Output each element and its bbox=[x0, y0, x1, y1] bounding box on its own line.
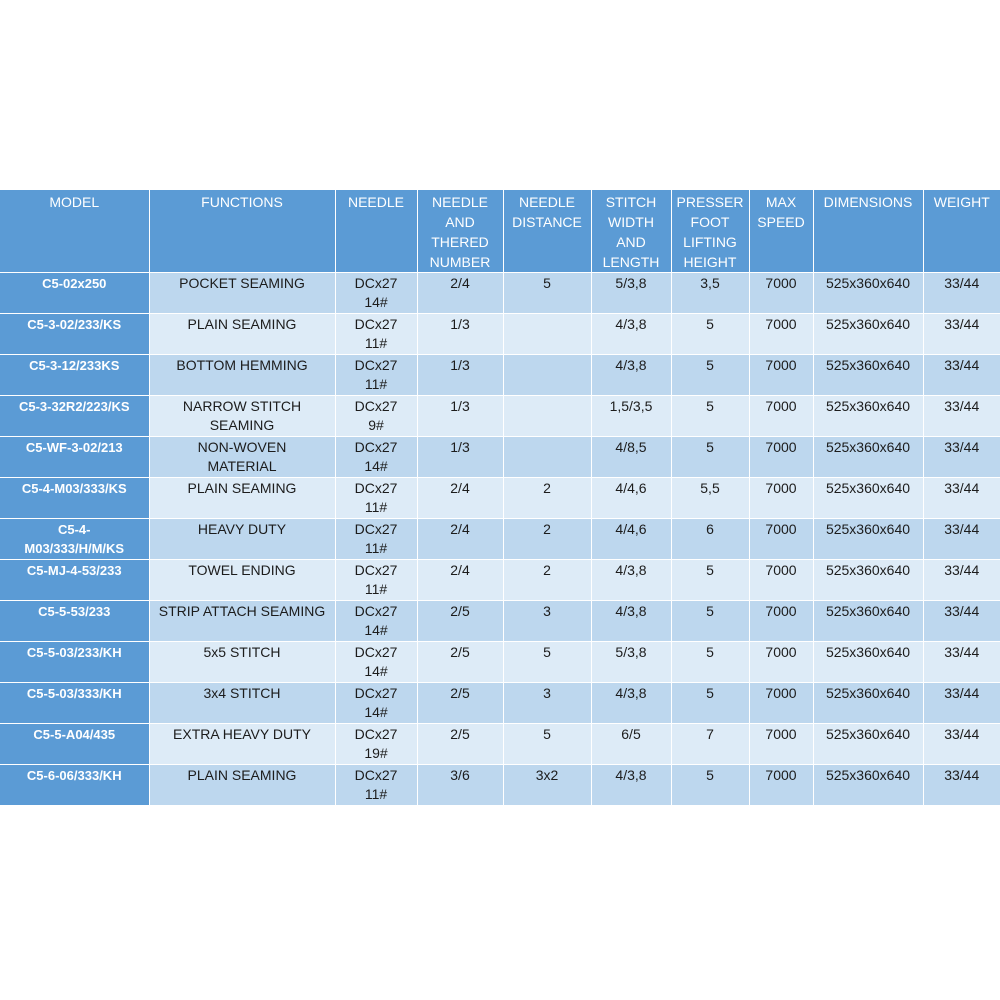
cell-dimensions: 525x360x640 bbox=[813, 683, 923, 724]
cell-needle-and-thread-number: 2/4 bbox=[417, 560, 503, 601]
cell-needle: DCx27 14# bbox=[335, 437, 417, 478]
cell-needle-and-thread-number: 2/5 bbox=[417, 683, 503, 724]
cell-dimensions: 525x360x640 bbox=[813, 478, 923, 519]
table-row bbox=[0, 765, 1000, 806]
cell-model: C5-3-02/233/KS bbox=[0, 314, 149, 355]
cell-needle: DCx27 11# bbox=[335, 765, 417, 806]
cell-presser-foot-lifting-height: 5 bbox=[671, 642, 749, 683]
cell-dimensions: 525x360x640 bbox=[813, 724, 923, 765]
cell-functions: PLAIN SEAMING bbox=[149, 478, 335, 519]
column-header-needle-distance: NEEDLE DISTANCE bbox=[503, 190, 591, 273]
cell-max-speed: 7000 bbox=[749, 355, 813, 396]
cell-model: C5-WF-3-02/213 bbox=[0, 437, 149, 478]
column-header-weight: WEIGHT bbox=[923, 190, 1000, 273]
table-row bbox=[0, 601, 1000, 642]
cell-stitch-width-and-length: 5/3,8 bbox=[591, 273, 671, 314]
cell-functions: EXTRA HEAVY DUTY bbox=[149, 724, 335, 765]
cell-stitch-width-and-length: 4/3,8 bbox=[591, 765, 671, 806]
cell-dimensions: 525x360x640 bbox=[813, 642, 923, 683]
cell-model: C5-3-12/233KS bbox=[0, 355, 149, 396]
cell-dimensions: 525x360x640 bbox=[813, 601, 923, 642]
cell-model: C5-02x250 bbox=[0, 273, 149, 314]
cell-stitch-width-and-length: 6/5 bbox=[591, 724, 671, 765]
cell-presser-foot-lifting-height: 5 bbox=[671, 601, 749, 642]
column-header-needle-and-thread-number: NEEDLE AND THERED NUMBER bbox=[417, 190, 503, 273]
cell-weight: 33/44 bbox=[923, 355, 1000, 396]
cell-needle: DCx27 19# bbox=[335, 724, 417, 765]
cell-model: C5-MJ-4-53/233 bbox=[0, 560, 149, 601]
cell-needle: DCx27 11# bbox=[335, 355, 417, 396]
cell-needle-distance bbox=[503, 396, 591, 437]
cell-presser-foot-lifting-height: 3,5 bbox=[671, 273, 749, 314]
table-row bbox=[0, 478, 1000, 519]
cell-needle-distance: 5 bbox=[503, 724, 591, 765]
cell-dimensions: 525x360x640 bbox=[813, 314, 923, 355]
column-header-model: MODEL bbox=[0, 190, 149, 273]
cell-needle: DCx27 14# bbox=[335, 601, 417, 642]
cell-weight: 33/44 bbox=[923, 765, 1000, 806]
cell-dimensions: 525x360x640 bbox=[813, 560, 923, 601]
cell-stitch-width-and-length: 4/3,8 bbox=[591, 314, 671, 355]
cell-needle-and-thread-number: 2/5 bbox=[417, 601, 503, 642]
cell-max-speed: 7000 bbox=[749, 396, 813, 437]
table-row bbox=[0, 355, 1000, 396]
cell-dimensions: 525x360x640 bbox=[813, 396, 923, 437]
cell-weight: 33/44 bbox=[923, 396, 1000, 437]
cell-model: C5-3-32R2/223/KS bbox=[0, 396, 149, 437]
cell-weight: 33/44 bbox=[923, 478, 1000, 519]
table-body bbox=[0, 273, 1000, 806]
cell-model: C5-5-03/333/KH bbox=[0, 683, 149, 724]
cell-stitch-width-and-length: 5/3,8 bbox=[591, 642, 671, 683]
cell-weight: 33/44 bbox=[923, 560, 1000, 601]
cell-max-speed: 7000 bbox=[749, 478, 813, 519]
cell-needle-distance: 2 bbox=[503, 519, 591, 560]
cell-max-speed: 7000 bbox=[749, 314, 813, 355]
cell-model: C5-4-M03/333/KS bbox=[0, 478, 149, 519]
table-row bbox=[0, 683, 1000, 724]
cell-functions: 3x4 STITCH bbox=[149, 683, 335, 724]
cell-needle-distance: 2 bbox=[503, 478, 591, 519]
cell-stitch-width-and-length: 4/3,8 bbox=[591, 683, 671, 724]
cell-needle-distance: 2 bbox=[503, 560, 591, 601]
cell-weight: 33/44 bbox=[923, 724, 1000, 765]
cell-needle-distance: 5 bbox=[503, 273, 591, 314]
cell-model: C5-5-A04/435 bbox=[0, 724, 149, 765]
cell-weight: 33/44 bbox=[923, 437, 1000, 478]
cell-max-speed: 7000 bbox=[749, 642, 813, 683]
cell-model: C5-6-06/333/KH bbox=[0, 765, 149, 806]
cell-needle-and-thread-number: 1/3 bbox=[417, 396, 503, 437]
cell-needle-and-thread-number: 1/3 bbox=[417, 355, 503, 396]
cell-needle: DCx27 11# bbox=[335, 478, 417, 519]
cell-dimensions: 525x360x640 bbox=[813, 765, 923, 806]
cell-needle-and-thread-number: 2/4 bbox=[417, 519, 503, 560]
cell-needle-and-thread-number: 2/4 bbox=[417, 478, 503, 519]
cell-weight: 33/44 bbox=[923, 519, 1000, 560]
cell-needle: DCx27 14# bbox=[335, 642, 417, 683]
cell-stitch-width-and-length: 4/4,6 bbox=[591, 519, 671, 560]
cell-functions: BOTTOM HEMMING bbox=[149, 355, 335, 396]
cell-weight: 33/44 bbox=[923, 273, 1000, 314]
cell-dimensions: 525x360x640 bbox=[813, 437, 923, 478]
column-header-max-speed: MAX SPEED bbox=[749, 190, 813, 273]
cell-needle-and-thread-number: 2/4 bbox=[417, 273, 503, 314]
cell-functions: TOWEL ENDING bbox=[149, 560, 335, 601]
cell-needle-and-thread-number: 1/3 bbox=[417, 314, 503, 355]
cell-needle-distance: 3 bbox=[503, 683, 591, 724]
table-row bbox=[0, 642, 1000, 683]
cell-stitch-width-and-length: 1,5/3,5 bbox=[591, 396, 671, 437]
cell-needle: DCx27 11# bbox=[335, 314, 417, 355]
cell-needle-and-thread-number: 3/6 bbox=[417, 765, 503, 806]
cell-max-speed: 7000 bbox=[749, 437, 813, 478]
cell-model: C5-5-03/233/KH bbox=[0, 642, 149, 683]
cell-max-speed: 7000 bbox=[749, 601, 813, 642]
cell-functions: HEAVY DUTY bbox=[149, 519, 335, 560]
cell-stitch-width-and-length: 4/4,6 bbox=[591, 478, 671, 519]
cell-needle-and-thread-number: 2/5 bbox=[417, 724, 503, 765]
cell-dimensions: 525x360x640 bbox=[813, 355, 923, 396]
cell-dimensions: 525x360x640 bbox=[813, 519, 923, 560]
cell-functions: PLAIN SEAMING bbox=[149, 765, 335, 806]
cell-stitch-width-and-length: 4/3,8 bbox=[591, 355, 671, 396]
cell-max-speed: 7000 bbox=[749, 724, 813, 765]
cell-needle-and-thread-number: 1/3 bbox=[417, 437, 503, 478]
cell-functions: NON-WOVEN MATERIAL bbox=[149, 437, 335, 478]
cell-max-speed: 7000 bbox=[749, 683, 813, 724]
cell-stitch-width-and-length: 4/8,5 bbox=[591, 437, 671, 478]
cell-functions: NARROW STITCH SEAMING bbox=[149, 396, 335, 437]
cell-presser-foot-lifting-height: 7 bbox=[671, 724, 749, 765]
cell-functions: STRIP ATTACH SEAMING bbox=[149, 601, 335, 642]
cell-max-speed: 7000 bbox=[749, 273, 813, 314]
cell-weight: 33/44 bbox=[923, 642, 1000, 683]
column-header-stitch-width-and-length: STITCH WIDTH AND LENGTH bbox=[591, 190, 671, 273]
cell-max-speed: 7000 bbox=[749, 765, 813, 806]
table-row bbox=[0, 437, 1000, 478]
cell-presser-foot-lifting-height: 5 bbox=[671, 355, 749, 396]
cell-presser-foot-lifting-height: 5 bbox=[671, 437, 749, 478]
cell-needle-distance bbox=[503, 314, 591, 355]
cell-presser-foot-lifting-height: 5,5 bbox=[671, 478, 749, 519]
cell-weight: 33/44 bbox=[923, 683, 1000, 724]
cell-needle: DCx27 9# bbox=[335, 396, 417, 437]
cell-needle-distance: 3 bbox=[503, 601, 591, 642]
cell-weight: 33/44 bbox=[923, 314, 1000, 355]
column-header-dimensions: DIMENSIONS bbox=[813, 190, 923, 273]
cell-functions: 5x5 STITCH bbox=[149, 642, 335, 683]
cell-presser-foot-lifting-height: 6 bbox=[671, 519, 749, 560]
table-row bbox=[0, 560, 1000, 601]
cell-needle-and-thread-number: 2/5 bbox=[417, 642, 503, 683]
column-header-presser-foot-lifting-height: PRESSER FOOT LIFTING HEIGHT bbox=[671, 190, 749, 273]
cell-needle: DCx27 14# bbox=[335, 273, 417, 314]
cell-dimensions: 525x360x640 bbox=[813, 273, 923, 314]
cell-needle-distance bbox=[503, 437, 591, 478]
column-header-needle: NEEDLE bbox=[335, 190, 417, 273]
cell-max-speed: 7000 bbox=[749, 519, 813, 560]
cell-weight: 33/44 bbox=[923, 601, 1000, 642]
header-row bbox=[0, 190, 1000, 273]
table-row bbox=[0, 724, 1000, 765]
cell-needle: DCx27 14# bbox=[335, 683, 417, 724]
cell-functions: POCKET SEAMING bbox=[149, 273, 335, 314]
cell-presser-foot-lifting-height: 5 bbox=[671, 765, 749, 806]
cell-functions: PLAIN SEAMING bbox=[149, 314, 335, 355]
table-row bbox=[0, 273, 1000, 314]
column-header-functions: FUNCTIONS bbox=[149, 190, 335, 273]
cell-presser-foot-lifting-height: 5 bbox=[671, 683, 749, 724]
cell-stitch-width-and-length: 4/3,8 bbox=[591, 601, 671, 642]
cell-max-speed: 7000 bbox=[749, 560, 813, 601]
cell-presser-foot-lifting-height: 5 bbox=[671, 560, 749, 601]
cell-presser-foot-lifting-height: 5 bbox=[671, 396, 749, 437]
cell-model: C5-5-53/233 bbox=[0, 601, 149, 642]
table-row bbox=[0, 519, 1000, 560]
cell-needle-distance: 5 bbox=[503, 642, 591, 683]
cell-needle: DCx27 11# bbox=[335, 519, 417, 560]
specifications-table bbox=[0, 190, 1000, 805]
cell-needle-distance: 3x2 bbox=[503, 765, 591, 806]
cell-presser-foot-lifting-height: 5 bbox=[671, 314, 749, 355]
table-row bbox=[0, 314, 1000, 355]
cell-needle: DCx27 11# bbox=[335, 560, 417, 601]
cell-model: C5-4- M03/333/H/M/KS bbox=[0, 519, 149, 560]
cell-needle-distance bbox=[503, 355, 591, 396]
cell-stitch-width-and-length: 4/3,8 bbox=[591, 560, 671, 601]
table-row bbox=[0, 396, 1000, 437]
